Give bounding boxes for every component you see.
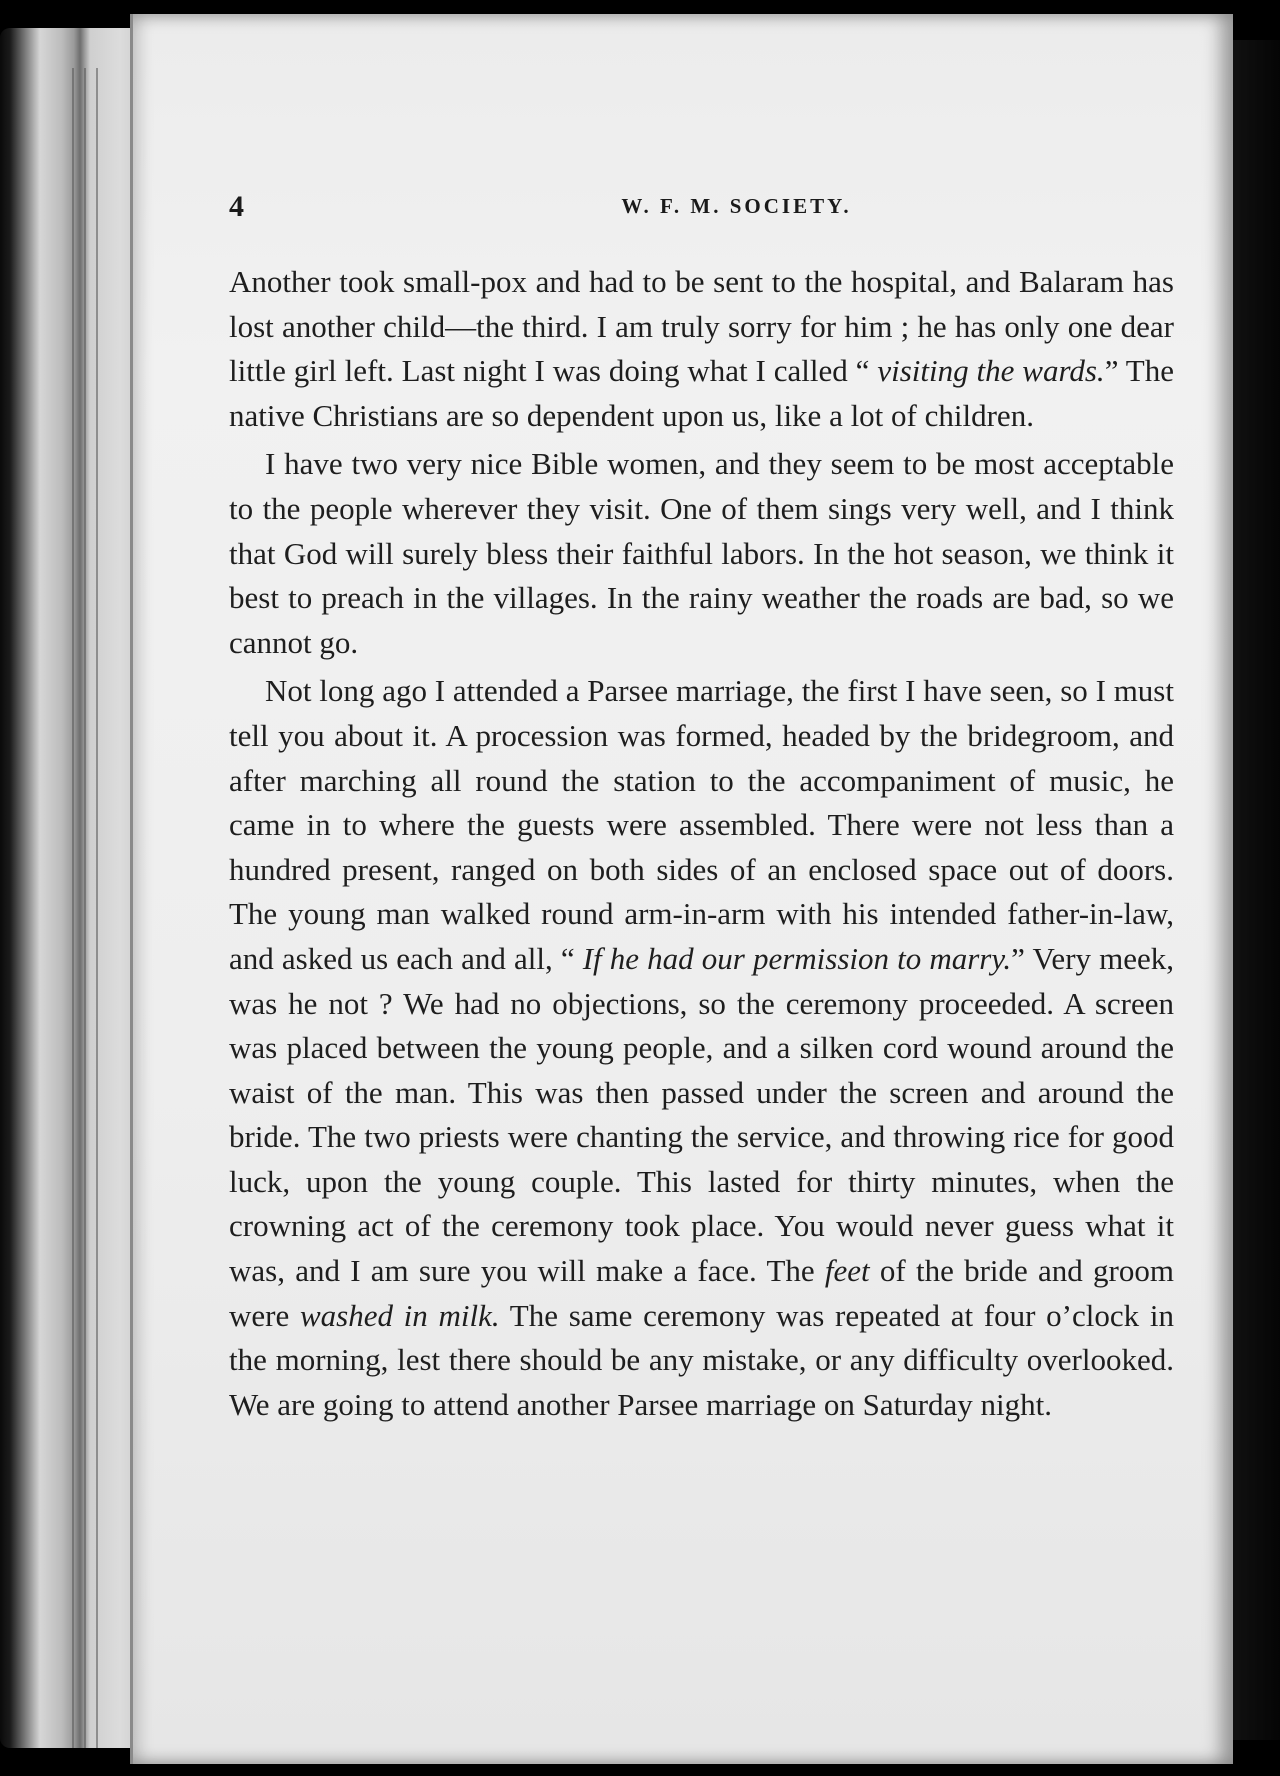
italic-text: If he had our permission to marry. — [582, 940, 1012, 976]
page-edge-line — [96, 68, 98, 1748]
paragraph — [229, 442, 1174, 665]
paragraph — [229, 260, 1174, 438]
text-segment: ” Very meek, was he not ? We had no objections, so the ceremony proceeded. A screen was placed between the young people, and a silken cord wound around the waist of the man. This was then passed under the screen and around the bride. The two priests were chanting the service, and throwing rice for good luck, upon the young couple. This lasted for thirty minutes, when the crowning act of the ceremony took place. You would never guess what it was, and I am sure you will make a face. The — [229, 940, 1175, 1289]
text-segment: ” The native Christians are so dependent upon us, like a lot of children. — [229, 353, 1174, 433]
page-number: 4 — [229, 190, 244, 223]
text-segment: Not long ago I attended a Parsee marriage, the first I have seen, so I must tell you about it. A procession was formed, headed by the bridegroom, and after marching all round the station to the accompaniment of music, he came in to where the guests were assembled. There were not less than a hundred present, ranged on both sides of an enclosed space out of doors. The young man walked round arm-in-arm with his intended father-in-law, and asked us each and all, “ — [229, 673, 1174, 976]
book-page — [130, 14, 1233, 1764]
running-title: W. F. M. SOCIETY. — [621, 194, 852, 218]
page-edge-line — [72, 68, 74, 1748]
body-text — [229, 260, 1174, 1431]
italic-text: washed in milk. — [299, 1297, 500, 1333]
text-segment: of the bride and groom were — [229, 1253, 1174, 1333]
paragraph — [229, 669, 1174, 1427]
page-edge-line — [84, 68, 86, 1748]
text-segment: Another took small-pox and had to be sent to the hospital, and Balaram has lost another child—the third. I am truly sorry for him ; he has only one dear little girl left. Last night I was doing what I called “ — [229, 264, 1174, 389]
book-page-edges — [0, 28, 150, 1748]
running-head — [229, 190, 1280, 230]
text-segment: I have two very nice Bible women, and they seem to be most acceptable to the people wherever they visit. One of them sings very well, and I think that God will surely bless their faithful labors. In the hot season, we think it best to preach in the villages. In the rainy weather the roads are bad, so we cannot go. — [229, 446, 1174, 660]
italic-text: feet — [824, 1253, 870, 1289]
text-segment: The same ceremony was repeated at four o’clock in the morning, lest there should be any mistake, or any difficulty overlooked. We are going to attend another Parsee marriage on Saturday night. — [229, 1297, 1174, 1422]
italic-text: visiting the wards. — [877, 353, 1105, 389]
